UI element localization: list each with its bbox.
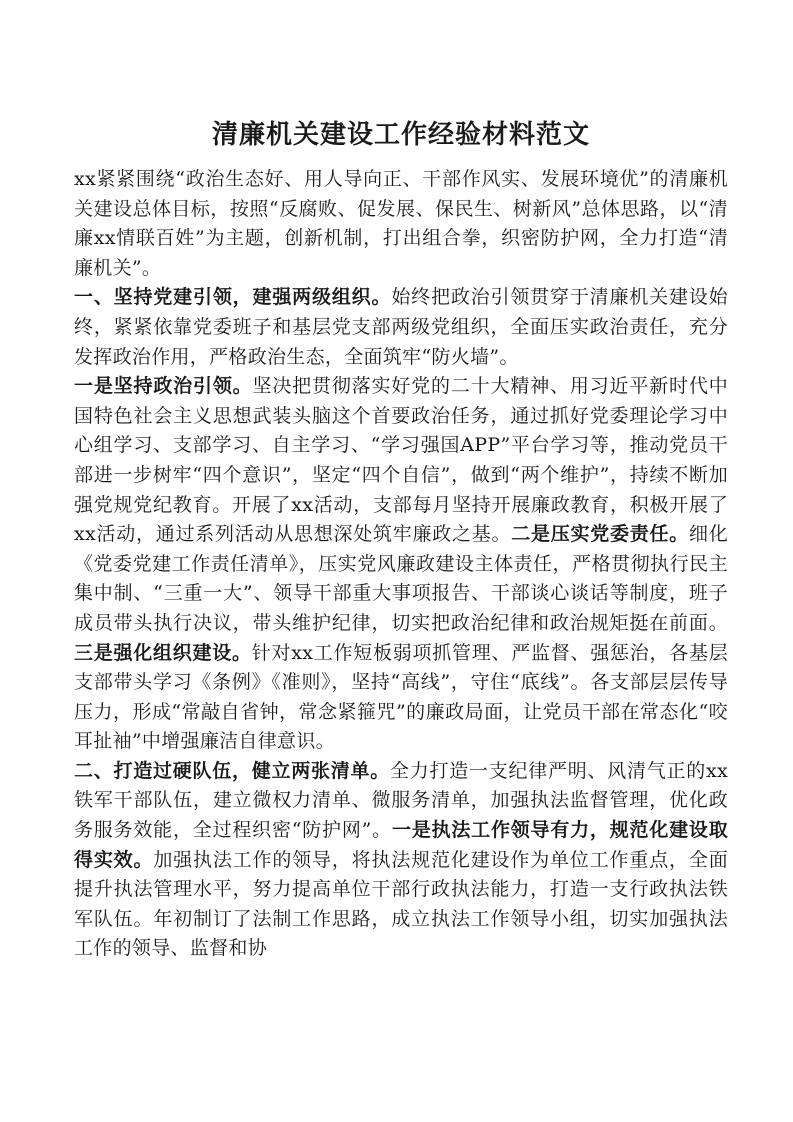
section-1-paragraph	[74, 283, 728, 372]
section-2-heading: 二、打造过硬队伍，健立两张清单。	[74, 759, 390, 782]
point-2-text: 细化《党委党建工作责任清单》，压实党风廉政建设主体责任，严格贯彻执行民主集中制、“三重一大”、领导干部重大事项报告、干部谈心谈话等制度，班子成员带头执行决议，带头维护纪律，切实把政治纪律和政治规矩挺在前面。	[74, 523, 729, 634]
section-1-text: 始终把政治引领贯穿于清廉机关建设始终，紧紧依靠党委班子和基层党支部两级党组织，全面压实政治责任，充分发挥政治作用，严格政治生态，全面筑牢“防火墙”。	[74, 286, 728, 368]
section-1-heading: 一、坚持党建引领，建强两级组织。	[74, 286, 392, 309]
intro-paragraph: xx紧紧围绕“政治生态好、用人导向正、干部作风实、发展环境优”的清廉机关建设总体目标，按照“反腐败、促发展、保民生、树新风”总体思路，以“清廉xx情联百姓”为主题，创新机制，打出组合拳，织密防护网，全力打造“清廉机关”。	[74, 168, 728, 279]
document-title: 清廉机关建设工作经验材料范文	[211, 120, 590, 150]
document-page	[74, 114, 728, 964]
point-1-text: 坚决把贯彻落实好党的二十大精神、用习近平新时代中国特色社会主义思想武装头脑这个首要政治任务，通过抓好党委理论学习中心组学习、支部学习、自主学习、“学习强国APP”平台学习等，推动党员干部进一步树牢“四个意识”，坚定“四个自信”，做到“两个维护”，持续不断加强党规党纪教育。开展了xx活动，支部每月坚持开展廉政教育，积极开展了xx活动，通过系列活动从思想深处筑牢廉政之基。	[74, 375, 729, 546]
point-3-heading: 三是强化组织建设。	[74, 641, 252, 664]
point-3-text: 针对xx工作短板弱项抓管理、严监督、强惩治，各基层支部带头学习《条例》《准则》，坚持“高线”，守住“底线”。各支部层层传导压力，形成“常敲自省钟，常念紧箍咒”的廉政局面，让党员干部在常态化“咬耳扯袖”中增强廉洁自律意识。	[74, 641, 729, 753]
section-1-body-paragraph	[74, 372, 728, 757]
section-2-text: 全力打造一支纪律严明、风清气正的xx铁军干部队伍，建立微权力清单、微服务清单，加强执法监督管理，优化政务服务效能，全过程织密“防护网”。	[74, 759, 728, 842]
section-2-point-1-text: 加强执法工作的领导，将执法规范化建设作为单位工作重点，全面提升执法管理水平，努力提高单位干部行政执法能力，打造一支行政执法铁军队伍。年初制订了法制工作思路，成立执法工作领导小组，切实加强执法工作的领导、监督和协	[74, 848, 729, 960]
section-2-paragraph	[74, 757, 728, 964]
point-2-heading: 二是压实党委责任。	[511, 523, 689, 546]
section-2-point-1-heading: 一是执法工作领导有力，规范化建设取得实效。	[74, 819, 729, 871]
point-1-heading: 一是坚持政治引领。	[74, 375, 253, 398]
